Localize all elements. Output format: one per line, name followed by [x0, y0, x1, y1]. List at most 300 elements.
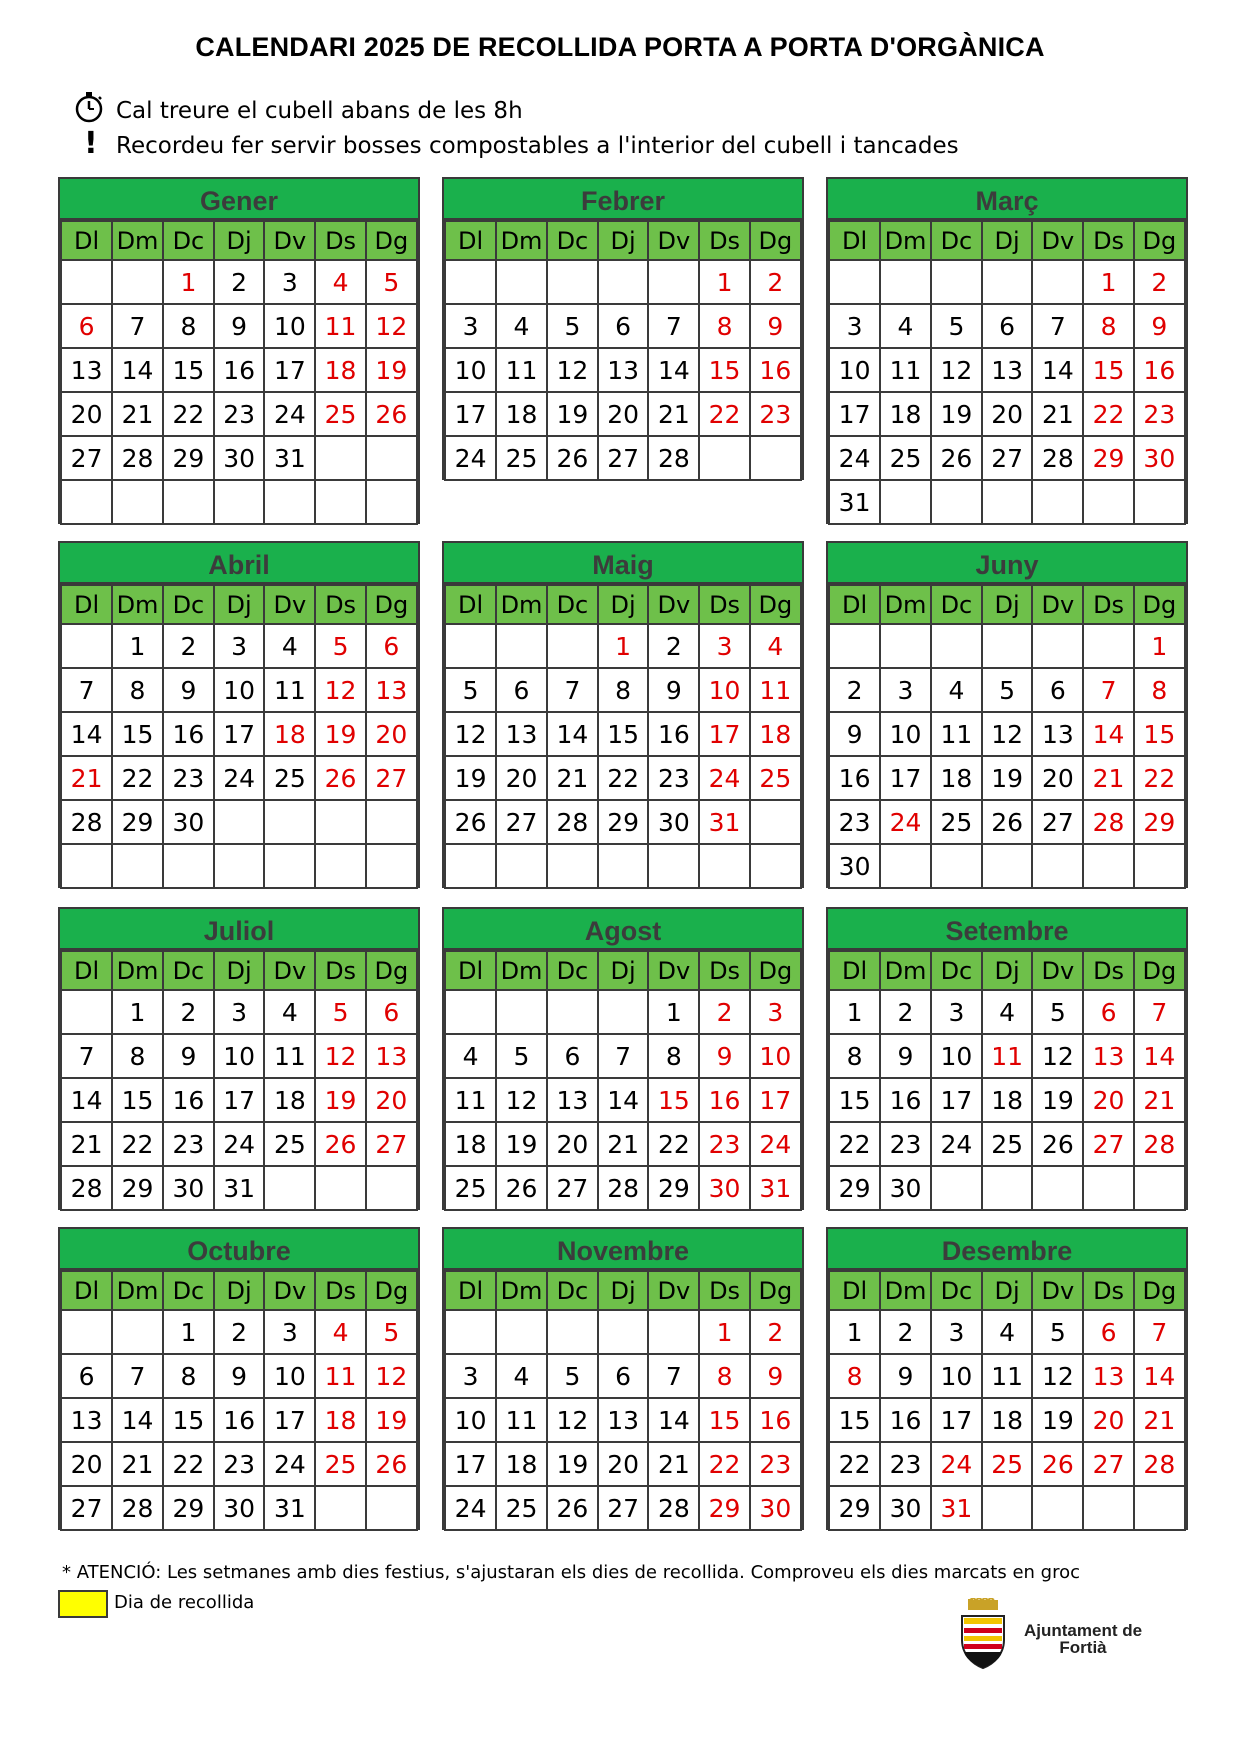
month-table — [60, 220, 418, 525]
empty-cell — [61, 260, 112, 304]
week-row — [445, 756, 801, 800]
day-cell: 4 — [496, 304, 547, 348]
day-cell: 18 — [982, 1078, 1032, 1122]
day-name: Dl — [445, 585, 496, 624]
day-name: Dg — [366, 1271, 417, 1310]
empty-cell — [61, 844, 112, 888]
day-cell: 3 — [931, 1310, 982, 1354]
day-name: Dv — [264, 1271, 315, 1310]
empty-cell — [648, 844, 699, 888]
day-cell: 21 — [112, 392, 163, 436]
day-name: Dv — [264, 951, 315, 990]
day-cell: 14 — [1032, 348, 1083, 392]
day-cell: 31 — [750, 1166, 801, 1210]
month-table — [444, 220, 802, 481]
week-row — [445, 1034, 801, 1078]
day-cell: 11 — [315, 304, 365, 348]
week-row — [445, 668, 801, 712]
day-cell: 12 — [366, 1354, 417, 1398]
day-names-row — [829, 585, 1185, 624]
day-cell: 15 — [598, 712, 648, 756]
empty-cell — [750, 844, 801, 888]
day-cell: 30 — [880, 1486, 931, 1530]
day-cell: 25 — [880, 436, 931, 480]
day-name: Dl — [61, 585, 112, 624]
day-name: Dg — [750, 951, 801, 990]
day-name: Dg — [1134, 585, 1185, 624]
day-cell: 9 — [163, 668, 214, 712]
day-cell: 20 — [1083, 1398, 1133, 1442]
week-row — [829, 844, 1185, 888]
day-cell: 20 — [61, 1442, 112, 1486]
day-cell: 18 — [982, 1398, 1032, 1442]
empty-cell — [496, 260, 547, 304]
day-name: Ds — [699, 221, 749, 260]
day-cell: 16 — [648, 712, 699, 756]
day-cell: 4 — [982, 1310, 1032, 1354]
month-table — [60, 1270, 418, 1531]
day-name: Dl — [61, 1271, 112, 1310]
day-cell: 16 — [699, 1078, 749, 1122]
day-cell: 9 — [880, 1354, 931, 1398]
day-cell: 11 — [880, 348, 931, 392]
month-name: Novembre — [444, 1229, 802, 1270]
day-cell: 13 — [1083, 1034, 1133, 1078]
day-cell: 18 — [264, 1078, 315, 1122]
day-cell: 2 — [648, 624, 699, 668]
day-name: Dg — [1134, 1271, 1185, 1310]
month-juny — [826, 541, 1188, 888]
day-name: Dc — [547, 585, 598, 624]
day-cell: 7 — [547, 668, 598, 712]
day-cell: 8 — [163, 304, 214, 348]
empty-cell — [1083, 480, 1133, 524]
day-cell: 3 — [750, 990, 801, 1034]
day-cell: 13 — [366, 668, 417, 712]
day-cell: 12 — [1032, 1354, 1083, 1398]
day-name: Dm — [112, 585, 163, 624]
day-cell: 10 — [699, 668, 749, 712]
day-name: Dg — [366, 221, 417, 260]
day-cell: 3 — [829, 304, 880, 348]
day-cell: 21 — [61, 1122, 112, 1166]
empty-cell — [264, 1166, 315, 1210]
week-row — [61, 1166, 417, 1210]
day-name: Dv — [648, 585, 699, 624]
day-cell: 8 — [163, 1354, 214, 1398]
empty-cell — [1032, 624, 1083, 668]
empty-cell — [880, 844, 931, 888]
day-names-row — [61, 951, 417, 990]
day-cell: 28 — [1134, 1122, 1185, 1166]
day-cell: 14 — [648, 1398, 699, 1442]
week-row — [61, 392, 417, 436]
day-cell: 8 — [112, 1034, 163, 1078]
day-cell: 22 — [1083, 392, 1133, 436]
day-cell: 12 — [496, 1078, 547, 1122]
empty-cell — [982, 624, 1032, 668]
day-cell: 30 — [829, 844, 880, 888]
empty-cell — [982, 1486, 1032, 1530]
empty-cell — [366, 844, 417, 888]
day-cell: 14 — [1083, 712, 1133, 756]
day-cell: 12 — [315, 1034, 365, 1078]
day-cell: 30 — [214, 1486, 264, 1530]
empty-cell — [366, 1486, 417, 1530]
day-cell: 24 — [264, 1442, 315, 1486]
empty-cell — [598, 990, 648, 1034]
day-cell: 28 — [1032, 436, 1083, 480]
day-cell: 4 — [315, 1310, 365, 1354]
day-cell: 10 — [445, 1398, 496, 1442]
empty-cell — [829, 260, 880, 304]
day-cell: 8 — [112, 668, 163, 712]
month-name: Febrer — [444, 179, 802, 220]
day-name: Dc — [931, 1271, 982, 1310]
week-row — [61, 624, 417, 668]
day-cell: 10 — [829, 348, 880, 392]
day-cell: 7 — [598, 1034, 648, 1078]
day-cell: 21 — [112, 1442, 163, 1486]
day-cell: 31 — [214, 1166, 264, 1210]
day-cell: 14 — [648, 348, 699, 392]
day-cell: 16 — [750, 1398, 801, 1442]
week-row — [829, 1122, 1185, 1166]
day-name: Dl — [445, 951, 496, 990]
day-name: Dj — [982, 1271, 1032, 1310]
day-cell: 11 — [982, 1354, 1032, 1398]
day-cell: 19 — [315, 1078, 365, 1122]
day-name: Ds — [699, 1271, 749, 1310]
empty-cell — [264, 800, 315, 844]
day-cell: 7 — [1134, 1310, 1185, 1354]
day-names-row — [61, 1271, 417, 1310]
day-cell: 13 — [598, 348, 648, 392]
month-octubre — [58, 1227, 420, 1530]
day-cell: 27 — [1032, 800, 1083, 844]
empty-cell — [366, 1166, 417, 1210]
day-name: Dj — [214, 221, 264, 260]
day-cell: 13 — [547, 1078, 598, 1122]
empty-cell — [214, 800, 264, 844]
day-name: Dc — [163, 1271, 214, 1310]
empty-cell — [829, 624, 880, 668]
day-cell: 6 — [61, 304, 112, 348]
day-name: Dm — [112, 951, 163, 990]
day-cell: 1 — [829, 990, 880, 1034]
empty-cell — [931, 1166, 982, 1210]
empty-cell — [1032, 1166, 1083, 1210]
day-name: Dc — [547, 951, 598, 990]
day-name: Ds — [315, 1271, 365, 1310]
day-names-row — [829, 951, 1185, 990]
week-row — [829, 436, 1185, 480]
day-cell: 27 — [366, 756, 417, 800]
empty-cell — [1032, 844, 1083, 888]
day-cell: 29 — [112, 800, 163, 844]
day-cell: 3 — [264, 260, 315, 304]
day-cell: 19 — [496, 1122, 547, 1166]
day-name: Dv — [648, 1271, 699, 1310]
month-name: Octubre — [60, 1229, 418, 1270]
day-cell: 25 — [445, 1166, 496, 1210]
day-cell: 9 — [163, 1034, 214, 1078]
day-cell: 10 — [214, 1034, 264, 1078]
empty-cell — [445, 990, 496, 1034]
day-cell: 23 — [214, 1442, 264, 1486]
day-cell: 27 — [1083, 1442, 1133, 1486]
week-row — [61, 990, 417, 1034]
month-table — [828, 950, 1186, 1211]
empty-cell — [880, 624, 931, 668]
month-name: Abril — [60, 543, 418, 584]
day-cell: 28 — [648, 436, 699, 480]
day-name: Dj — [982, 221, 1032, 260]
empty-cell — [61, 624, 112, 668]
day-cell: 28 — [1134, 1442, 1185, 1486]
day-cell: 2 — [699, 990, 749, 1034]
week-row — [445, 1166, 801, 1210]
day-cell: 15 — [829, 1078, 880, 1122]
day-cell: 18 — [264, 712, 315, 756]
empty-cell — [1083, 1486, 1133, 1530]
month-maig — [442, 541, 804, 888]
empty-cell — [315, 1166, 365, 1210]
day-cell: 5 — [366, 1310, 417, 1354]
day-name: Dc — [931, 585, 982, 624]
day-cell: 5 — [547, 304, 598, 348]
day-name: Dg — [750, 585, 801, 624]
day-name: Dc — [931, 221, 982, 260]
month-agost — [442, 907, 804, 1210]
empty-cell — [1032, 260, 1083, 304]
day-cell: 27 — [1083, 1122, 1133, 1166]
month-setembre — [826, 907, 1188, 1210]
day-cell: 2 — [750, 1310, 801, 1354]
day-cell: 5 — [931, 304, 982, 348]
empty-cell — [699, 436, 749, 480]
week-row — [829, 260, 1185, 304]
empty-cell — [112, 1310, 163, 1354]
day-cell: 19 — [366, 348, 417, 392]
legend-label: Dia de recollida — [114, 1592, 255, 1613]
month-name: Agost — [444, 909, 802, 950]
week-row — [829, 304, 1185, 348]
day-cell: 15 — [163, 1398, 214, 1442]
week-row — [61, 1486, 417, 1530]
day-cell: 24 — [829, 436, 880, 480]
day-names-row — [445, 951, 801, 990]
week-row — [61, 844, 417, 888]
day-name: Dv — [648, 951, 699, 990]
empty-cell — [214, 480, 264, 524]
day-cell: 14 — [598, 1078, 648, 1122]
day-names-row — [829, 1271, 1185, 1310]
day-cell: 6 — [1083, 1310, 1133, 1354]
empty-cell — [315, 436, 365, 480]
day-cell: 20 — [1083, 1078, 1133, 1122]
empty-cell — [315, 844, 365, 888]
empty-cell — [445, 1310, 496, 1354]
day-cell: 30 — [750, 1486, 801, 1530]
day-cell: 3 — [445, 1354, 496, 1398]
note-time-text: Cal treure el cubell abans de les 8h — [116, 98, 523, 124]
day-cell: 31 — [931, 1486, 982, 1530]
month-table — [828, 1270, 1186, 1531]
day-cell: 31 — [264, 436, 315, 480]
day-cell: 13 — [61, 1398, 112, 1442]
day-cell: 22 — [112, 756, 163, 800]
week-row — [829, 1034, 1185, 1078]
week-row — [829, 1486, 1185, 1530]
day-cell: 1 — [163, 260, 214, 304]
day-cell: 25 — [264, 1122, 315, 1166]
week-row — [445, 844, 801, 888]
day-cell: 8 — [1134, 668, 1185, 712]
day-cell: 16 — [163, 1078, 214, 1122]
week-row — [445, 1354, 801, 1398]
day-name: Dl — [445, 221, 496, 260]
day-cell: 7 — [112, 1354, 163, 1398]
day-cell: 2 — [163, 624, 214, 668]
day-name: Dj — [982, 585, 1032, 624]
day-name: Dm — [880, 585, 931, 624]
day-cell: 8 — [829, 1034, 880, 1078]
empty-cell — [315, 800, 365, 844]
week-row — [829, 756, 1185, 800]
day-cell: 15 — [163, 348, 214, 392]
month-novembre — [442, 1227, 804, 1530]
empty-cell — [982, 844, 1032, 888]
day-cell: 11 — [931, 712, 982, 756]
empty-cell — [315, 1486, 365, 1530]
day-cell: 13 — [1083, 1354, 1133, 1398]
day-cell: 30 — [163, 800, 214, 844]
day-cell: 25 — [750, 756, 801, 800]
day-name: Dl — [829, 951, 880, 990]
day-cell: 4 — [264, 624, 315, 668]
day-cell: 26 — [1032, 1442, 1083, 1486]
empty-cell — [547, 624, 598, 668]
day-cell: 30 — [880, 1166, 931, 1210]
day-cell: 18 — [880, 392, 931, 436]
day-cell: 25 — [315, 1442, 365, 1486]
day-cell: 28 — [112, 436, 163, 480]
day-cell: 20 — [1032, 756, 1083, 800]
day-cell: 19 — [931, 392, 982, 436]
day-cell: 4 — [315, 260, 365, 304]
week-row — [61, 480, 417, 524]
day-name: Dg — [1134, 951, 1185, 990]
day-cell: 3 — [880, 668, 931, 712]
day-name: Dm — [496, 1271, 547, 1310]
day-name: Dc — [163, 951, 214, 990]
day-cell: 22 — [699, 1442, 749, 1486]
day-cell: 2 — [750, 260, 801, 304]
day-name: Dl — [445, 1271, 496, 1310]
day-cell: 23 — [1134, 392, 1185, 436]
day-name: Ds — [315, 221, 365, 260]
day-cell: 8 — [598, 668, 648, 712]
day-cell: 22 — [163, 392, 214, 436]
day-cell: 17 — [931, 1078, 982, 1122]
empty-cell — [750, 800, 801, 844]
empty-cell — [1083, 1166, 1133, 1210]
empty-cell — [931, 260, 982, 304]
day-cell: 5 — [547, 1354, 598, 1398]
day-cell: 16 — [880, 1078, 931, 1122]
note-warning-text: Recordeu fer servir bosses compostables a l'interior del cubell i tancades — [116, 133, 959, 159]
week-row — [829, 668, 1185, 712]
day-cell: 9 — [1134, 304, 1185, 348]
day-name: Ds — [1083, 585, 1133, 624]
day-cell: 5 — [1032, 1310, 1083, 1354]
day-cell: 26 — [931, 436, 982, 480]
week-row — [61, 348, 417, 392]
day-names-row — [445, 585, 801, 624]
day-cell: 28 — [112, 1486, 163, 1530]
day-cell: 12 — [547, 1398, 598, 1442]
day-cell: 2 — [1134, 260, 1185, 304]
day-cell: 28 — [61, 800, 112, 844]
day-cell: 9 — [880, 1034, 931, 1078]
day-cell: 3 — [699, 624, 749, 668]
week-row — [829, 1354, 1185, 1398]
day-name: Dl — [829, 1271, 880, 1310]
day-name: Dm — [880, 221, 931, 260]
day-cell: 9 — [829, 712, 880, 756]
day-cell: 21 — [1134, 1078, 1185, 1122]
day-cell: 16 — [750, 348, 801, 392]
day-cell: 2 — [214, 260, 264, 304]
day-cell: 19 — [366, 1398, 417, 1442]
empty-cell — [496, 624, 547, 668]
day-cell: 11 — [264, 668, 315, 712]
day-name: Dc — [547, 1271, 598, 1310]
day-cell: 16 — [880, 1398, 931, 1442]
month-gener — [58, 177, 420, 524]
week-row — [829, 1310, 1185, 1354]
day-name: Dc — [163, 221, 214, 260]
empty-cell — [598, 844, 648, 888]
day-cell: 17 — [445, 392, 496, 436]
day-cell: 9 — [214, 304, 264, 348]
logo — [952, 1598, 1172, 1678]
week-row — [61, 260, 417, 304]
month-febrer — [442, 177, 804, 480]
day-cell: 3 — [264, 1310, 315, 1354]
empty-cell — [61, 990, 112, 1034]
day-cell: 7 — [112, 304, 163, 348]
day-cell: 26 — [547, 436, 598, 480]
empty-cell — [547, 260, 598, 304]
empty-cell — [982, 260, 1032, 304]
day-cell: 20 — [496, 756, 547, 800]
note-warning — [72, 128, 959, 160]
coat-of-arms-icon — [952, 1598, 1012, 1678]
week-row — [829, 348, 1185, 392]
day-cell: 4 — [931, 668, 982, 712]
day-cell: 7 — [648, 1354, 699, 1398]
week-row — [445, 1078, 801, 1122]
week-row — [61, 304, 417, 348]
empty-cell — [982, 480, 1032, 524]
day-cell: 5 — [1032, 990, 1083, 1034]
day-cell: 30 — [214, 436, 264, 480]
week-row — [61, 1078, 417, 1122]
empty-cell — [445, 624, 496, 668]
week-row — [61, 668, 417, 712]
